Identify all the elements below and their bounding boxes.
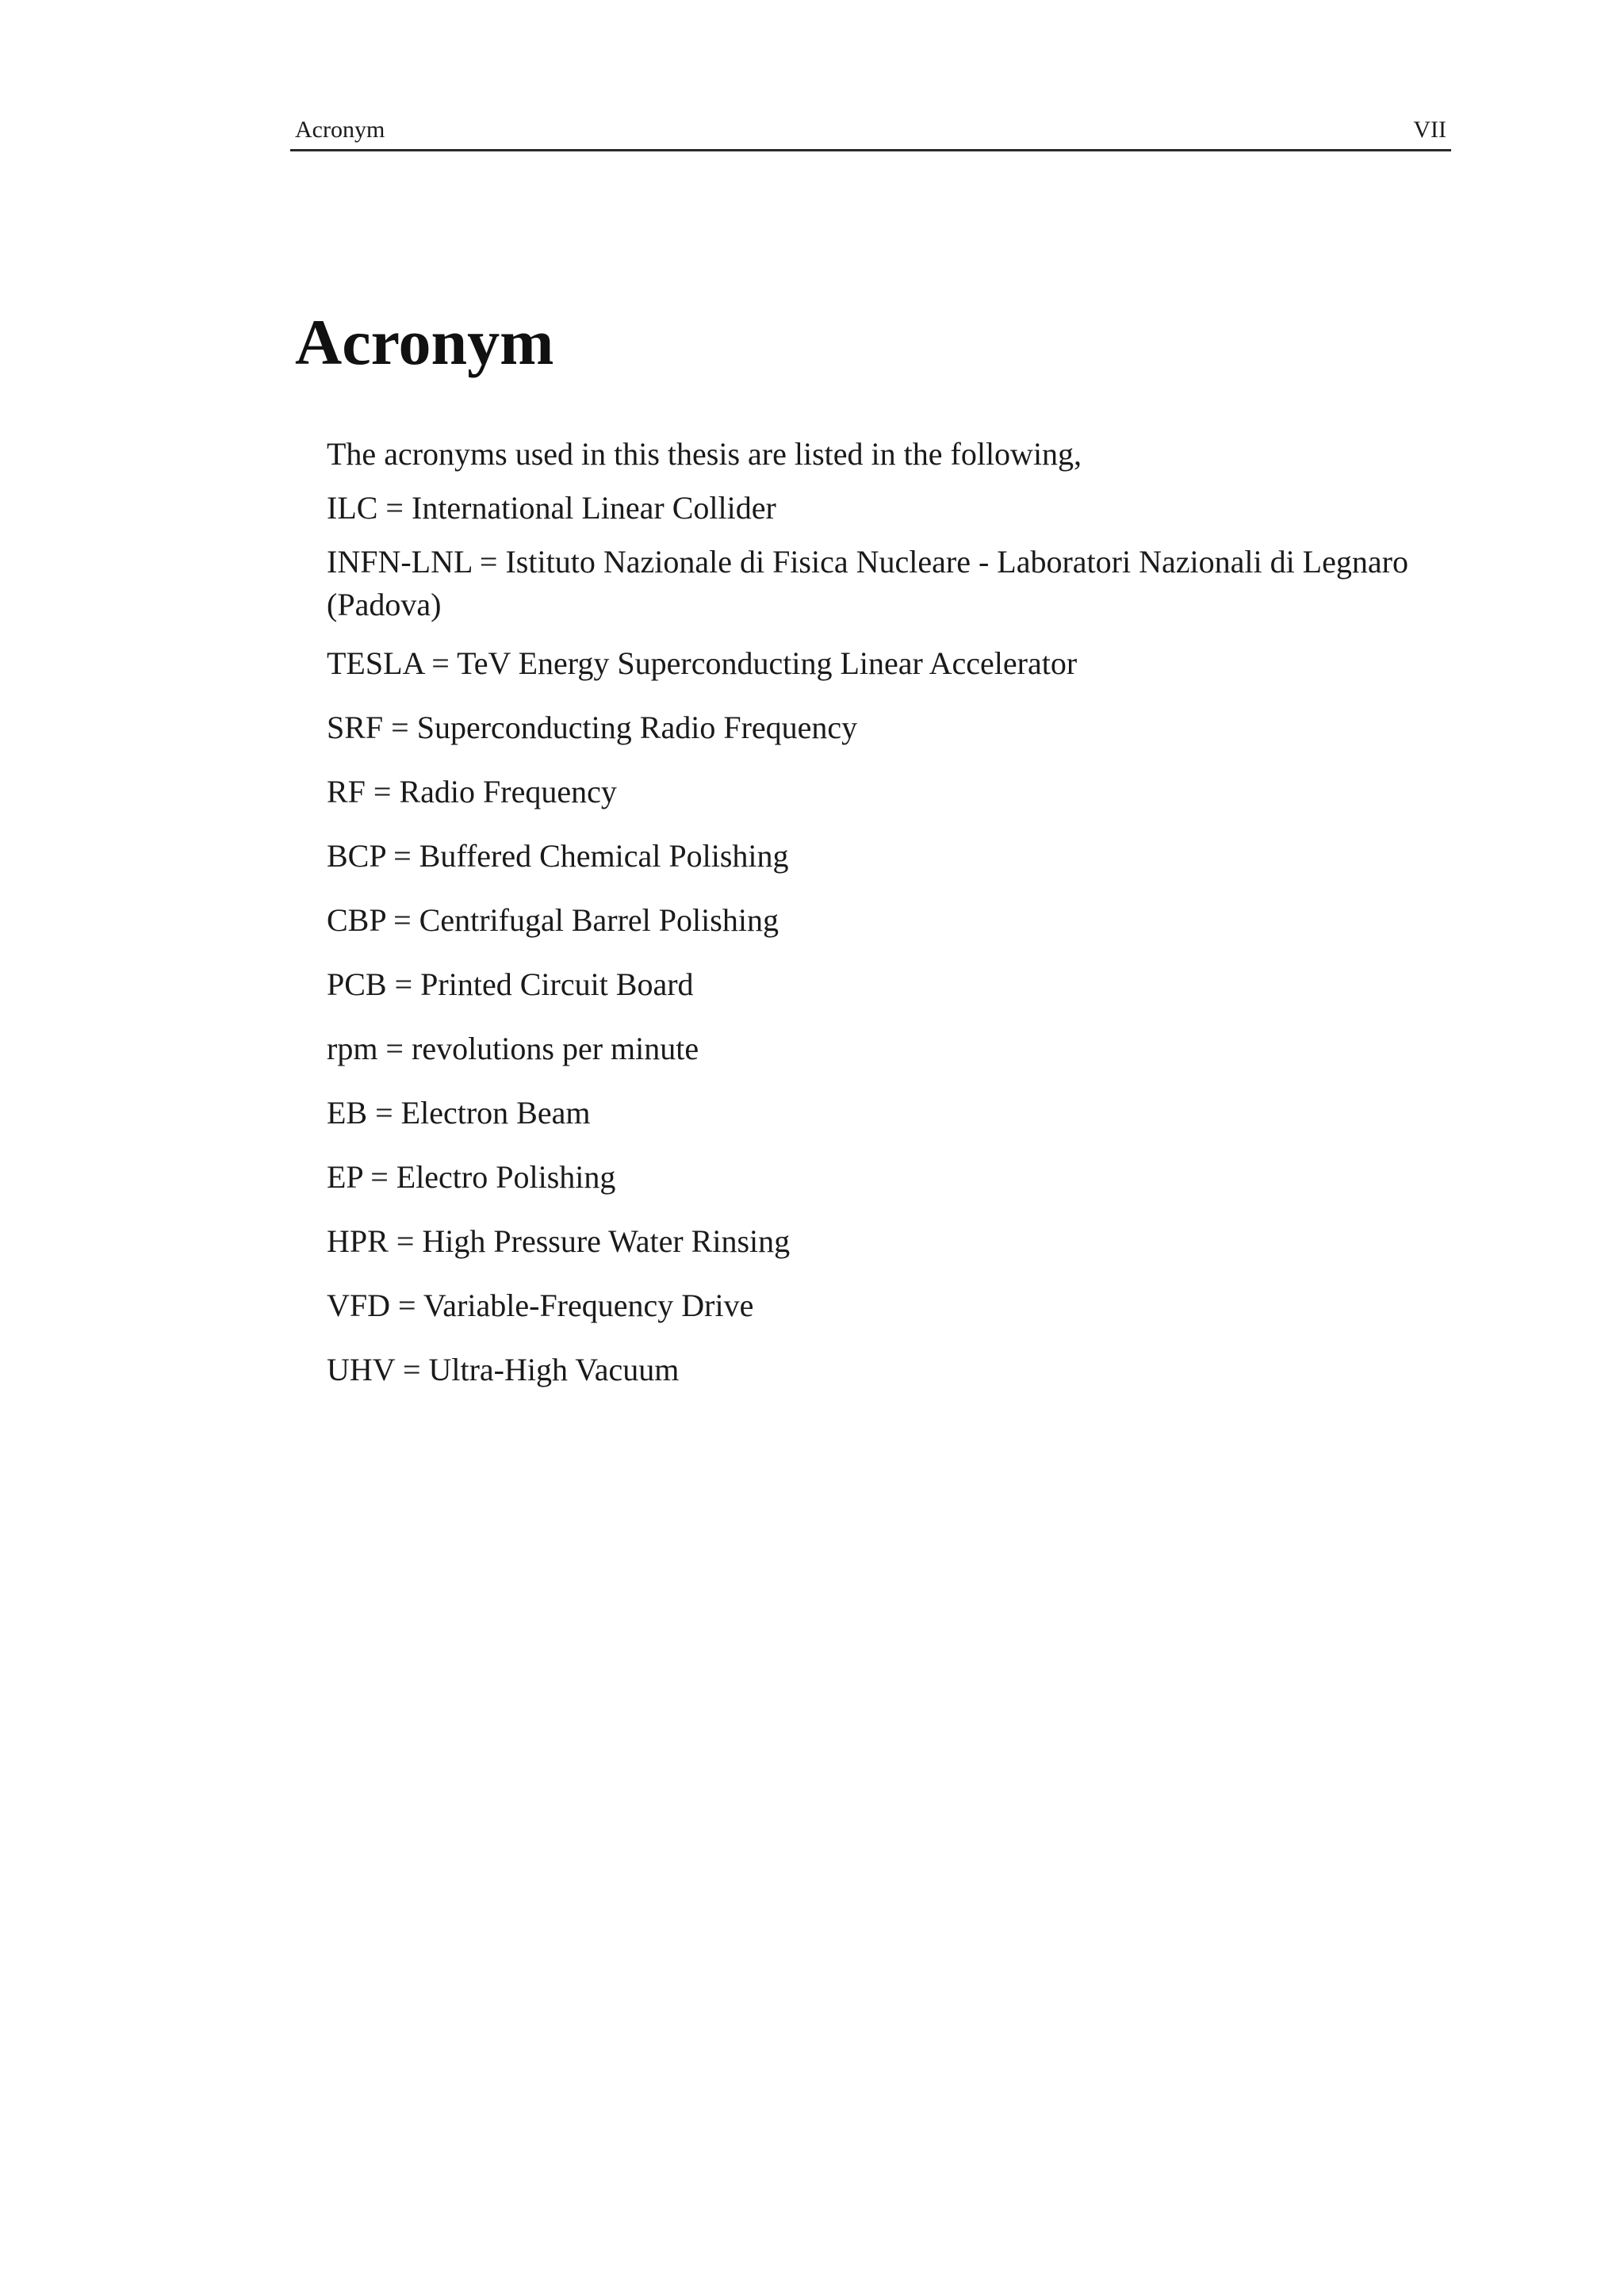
acronym-entry: rpm = revolutions per minute	[327, 1031, 699, 1066]
acronym-entry: BCP = Buffered Chemical Polishing	[327, 838, 789, 874]
running-header	[290, 113, 1451, 151]
header-section-name: Acronym	[295, 117, 385, 143]
acronym-entry: RF = Radio Frequency	[327, 774, 617, 809]
acronym-entry: EB = Electron Beam	[327, 1095, 591, 1131]
intro-sentence: The acronyms used in this thesis are listed in the following,	[327, 436, 1082, 472]
acronym-entry: PCB = Printed Circuit Board	[327, 966, 694, 1002]
chapter-title: Acronym	[295, 306, 554, 378]
acronym-entry: SRF = Superconducting Radio Frequency	[327, 710, 858, 745]
acronym-entry: CBP = Centrifugal Barrel Polishing	[327, 902, 779, 938]
acronym-entry: VFD = Variable-Frequency Drive	[327, 1288, 754, 1323]
acronym-list	[327, 433, 1453, 1413]
acronym-entry: EP = Electro Polishing	[327, 1159, 616, 1195]
acronym-entry: ILC = International Linear Collider	[327, 490, 776, 526]
acronym-entry: INFN-LNL = Istituto Nazionale di Fisica Nucleare - Laboratori Nazionali di Legnaro (Padova)	[327, 544, 1408, 622]
header-page-number: VII	[1413, 117, 1446, 143]
acronym-entry: UHV = Ultra-High Vacuum	[327, 1352, 680, 1387]
acronym-entry: TESLA = TeV Energy Superconducting Linear Accelerator	[327, 645, 1078, 681]
acronym-entry: HPR = High Pressure Water Rinsing	[327, 1223, 791, 1259]
